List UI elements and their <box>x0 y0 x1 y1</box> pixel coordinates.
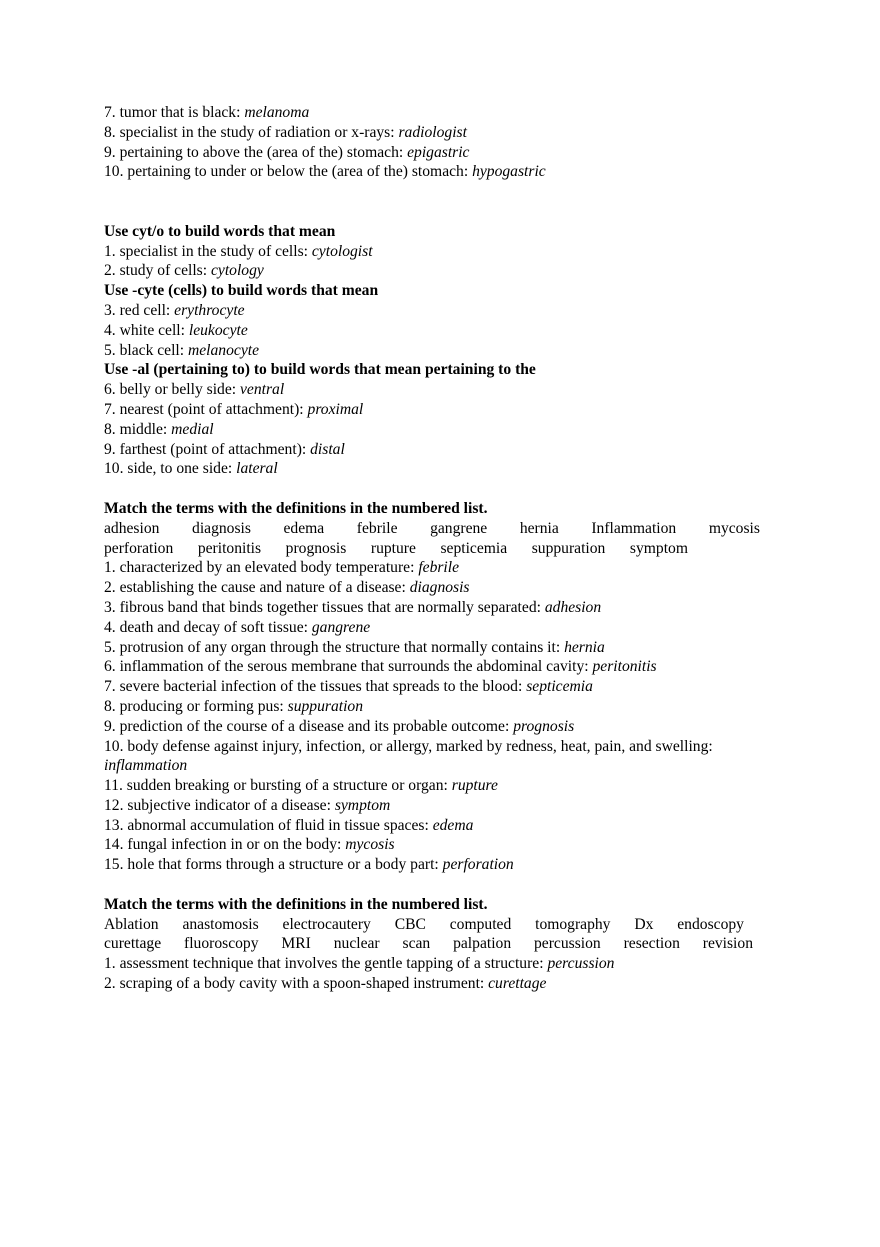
spacer <box>104 875 760 895</box>
term: curettage <box>104 935 162 953</box>
section-heading-cyto: Use cyt/o to build words that mean <box>104 222 336 240</box>
term: rupture <box>370 539 416 557</box>
term-bank-row <box>104 539 688 559</box>
document-page <box>104 103 760 994</box>
term: endoscopy <box>677 915 744 933</box>
list-item: 7. severe bacterial infection of the tissues that spreads to the blood: septicemia <box>104 678 593 696</box>
word-building-block <box>104 222 760 479</box>
term: septicemia <box>440 539 508 557</box>
term: fluoroscopy <box>184 935 259 953</box>
list-item: 14. fungal infection in or on the body: mycosis <box>104 836 395 854</box>
list-item: 3. red cell: erythrocyte <box>104 301 245 319</box>
term: adhesion <box>104 519 160 537</box>
list-item: 7. nearest (point of attachment): proximal <box>104 400 364 418</box>
term: edema <box>283 519 325 537</box>
list-item: 8. middle: medial <box>104 420 214 438</box>
term: prognosis <box>285 539 347 557</box>
term: MRI <box>281 935 311 953</box>
section-heading-al: Use -al (pertaining to) to build words that mean pertaining to the <box>104 361 536 379</box>
list-item: 2. scraping of a body cavity with a spoon-shaped instrument: curettage <box>104 975 547 993</box>
term: revision <box>702 935 753 953</box>
list-item: 15. hole that forms through a structure or a body part: perforation <box>104 856 514 874</box>
list-item: 1. specialist in the study of cells: cytologist <box>104 242 373 260</box>
term: Inflammation <box>591 519 677 537</box>
term: diagnosis <box>192 519 251 537</box>
list-item: 11. sudden breaking or bursting of a structure or organ: rupture <box>104 777 498 795</box>
term: nuclear <box>333 935 380 953</box>
list-item: 8. producing or forming pus: suppuration <box>104 697 364 715</box>
term: hernia <box>519 519 559 537</box>
section-heading-match-2: Match the terms with the definitions in the numbered list. <box>104 895 488 913</box>
list-item: 10. body defense against injury, infection, or allergy, marked by redness, heat, pain, and swelling: inflammation <box>104 737 713 775</box>
term-bank-row <box>104 915 744 935</box>
term: percussion <box>534 935 601 953</box>
list-item: 3. fibrous band that binds together tissues that are normally separated: adhesion <box>104 598 602 616</box>
spacer <box>104 479 760 499</box>
term: Ablation <box>104 915 159 933</box>
list-item: 4. death and decay of soft tissue: gangrene <box>104 618 371 636</box>
term: perforation <box>104 539 174 557</box>
term: febrile <box>356 519 398 537</box>
term: electrocautery <box>282 915 371 933</box>
list-item: 6. inflammation of the serous membrane that surrounds the abdominal cavity: peritonitis <box>104 658 657 676</box>
list-item: 9. prediction of the course of a disease and its probable outcome: prognosis <box>104 717 575 735</box>
term: gangrene <box>430 519 488 537</box>
matching-block-1 <box>104 499 760 875</box>
list-item: 12. subjective indicator of a disease: symptom <box>104 796 391 814</box>
term: palpation <box>453 935 512 953</box>
list-item: 5. protrusion of any organ through the structure that normally contains it: hernia <box>104 638 605 656</box>
list-item: 7. tumor that is black: melanoma <box>104 104 310 121</box>
term: resection <box>623 935 680 953</box>
list-item: 6. belly or belly side: ventral <box>104 381 285 399</box>
list-item: 13. abnormal accumulation of fluid in tissue spaces: edema <box>104 816 474 834</box>
section-heading-match-1: Match the terms with the definitions in the numbered list. <box>104 499 488 517</box>
spacer <box>104 182 760 222</box>
list-item: 10. side, to one side: lateral <box>104 460 278 478</box>
term: symptom <box>629 539 688 557</box>
term: peritonitis <box>197 539 262 557</box>
term-bank-row <box>104 519 760 539</box>
term: tomography <box>535 915 611 933</box>
list-item: 1. assessment technique that involves the gentle tapping of a structure: percussion <box>104 955 615 973</box>
list-item: 1. characterized by an elevated body temperature: febrile <box>104 559 460 577</box>
term: computed <box>449 915 512 933</box>
term: CBC <box>394 915 426 933</box>
matching-block-2 <box>104 895 760 994</box>
term: Dx <box>634 915 654 933</box>
list-item: 5. black cell: melanocyte <box>104 341 260 359</box>
list-item: 8. specialist in the study of radiation or x-rays: radiologist <box>104 123 467 141</box>
list-item: 9. farthest (point of attachment): distal <box>104 440 345 458</box>
list-item: 2. study of cells: cytology <box>104 262 264 280</box>
answer-list-block1 <box>104 103 760 182</box>
list-item: 2. establishing the cause and nature of a disease: diagnosis <box>104 579 470 597</box>
list-item: 10. pertaining to under or below the (area of the) stomach: hypogastric <box>104 163 546 181</box>
term: suppuration <box>531 539 606 557</box>
term-bank-row <box>104 934 753 954</box>
term: mycosis <box>708 519 760 537</box>
section-heading-cyte: Use -cyte (cells) to build words that mean <box>104 282 379 300</box>
term: anastomosis <box>182 915 259 933</box>
term: scan <box>402 935 431 953</box>
list-item: 4. white cell: leukocyte <box>104 321 248 339</box>
list-item: 9. pertaining to above the (area of the) stomach: epigastric <box>104 143 470 161</box>
